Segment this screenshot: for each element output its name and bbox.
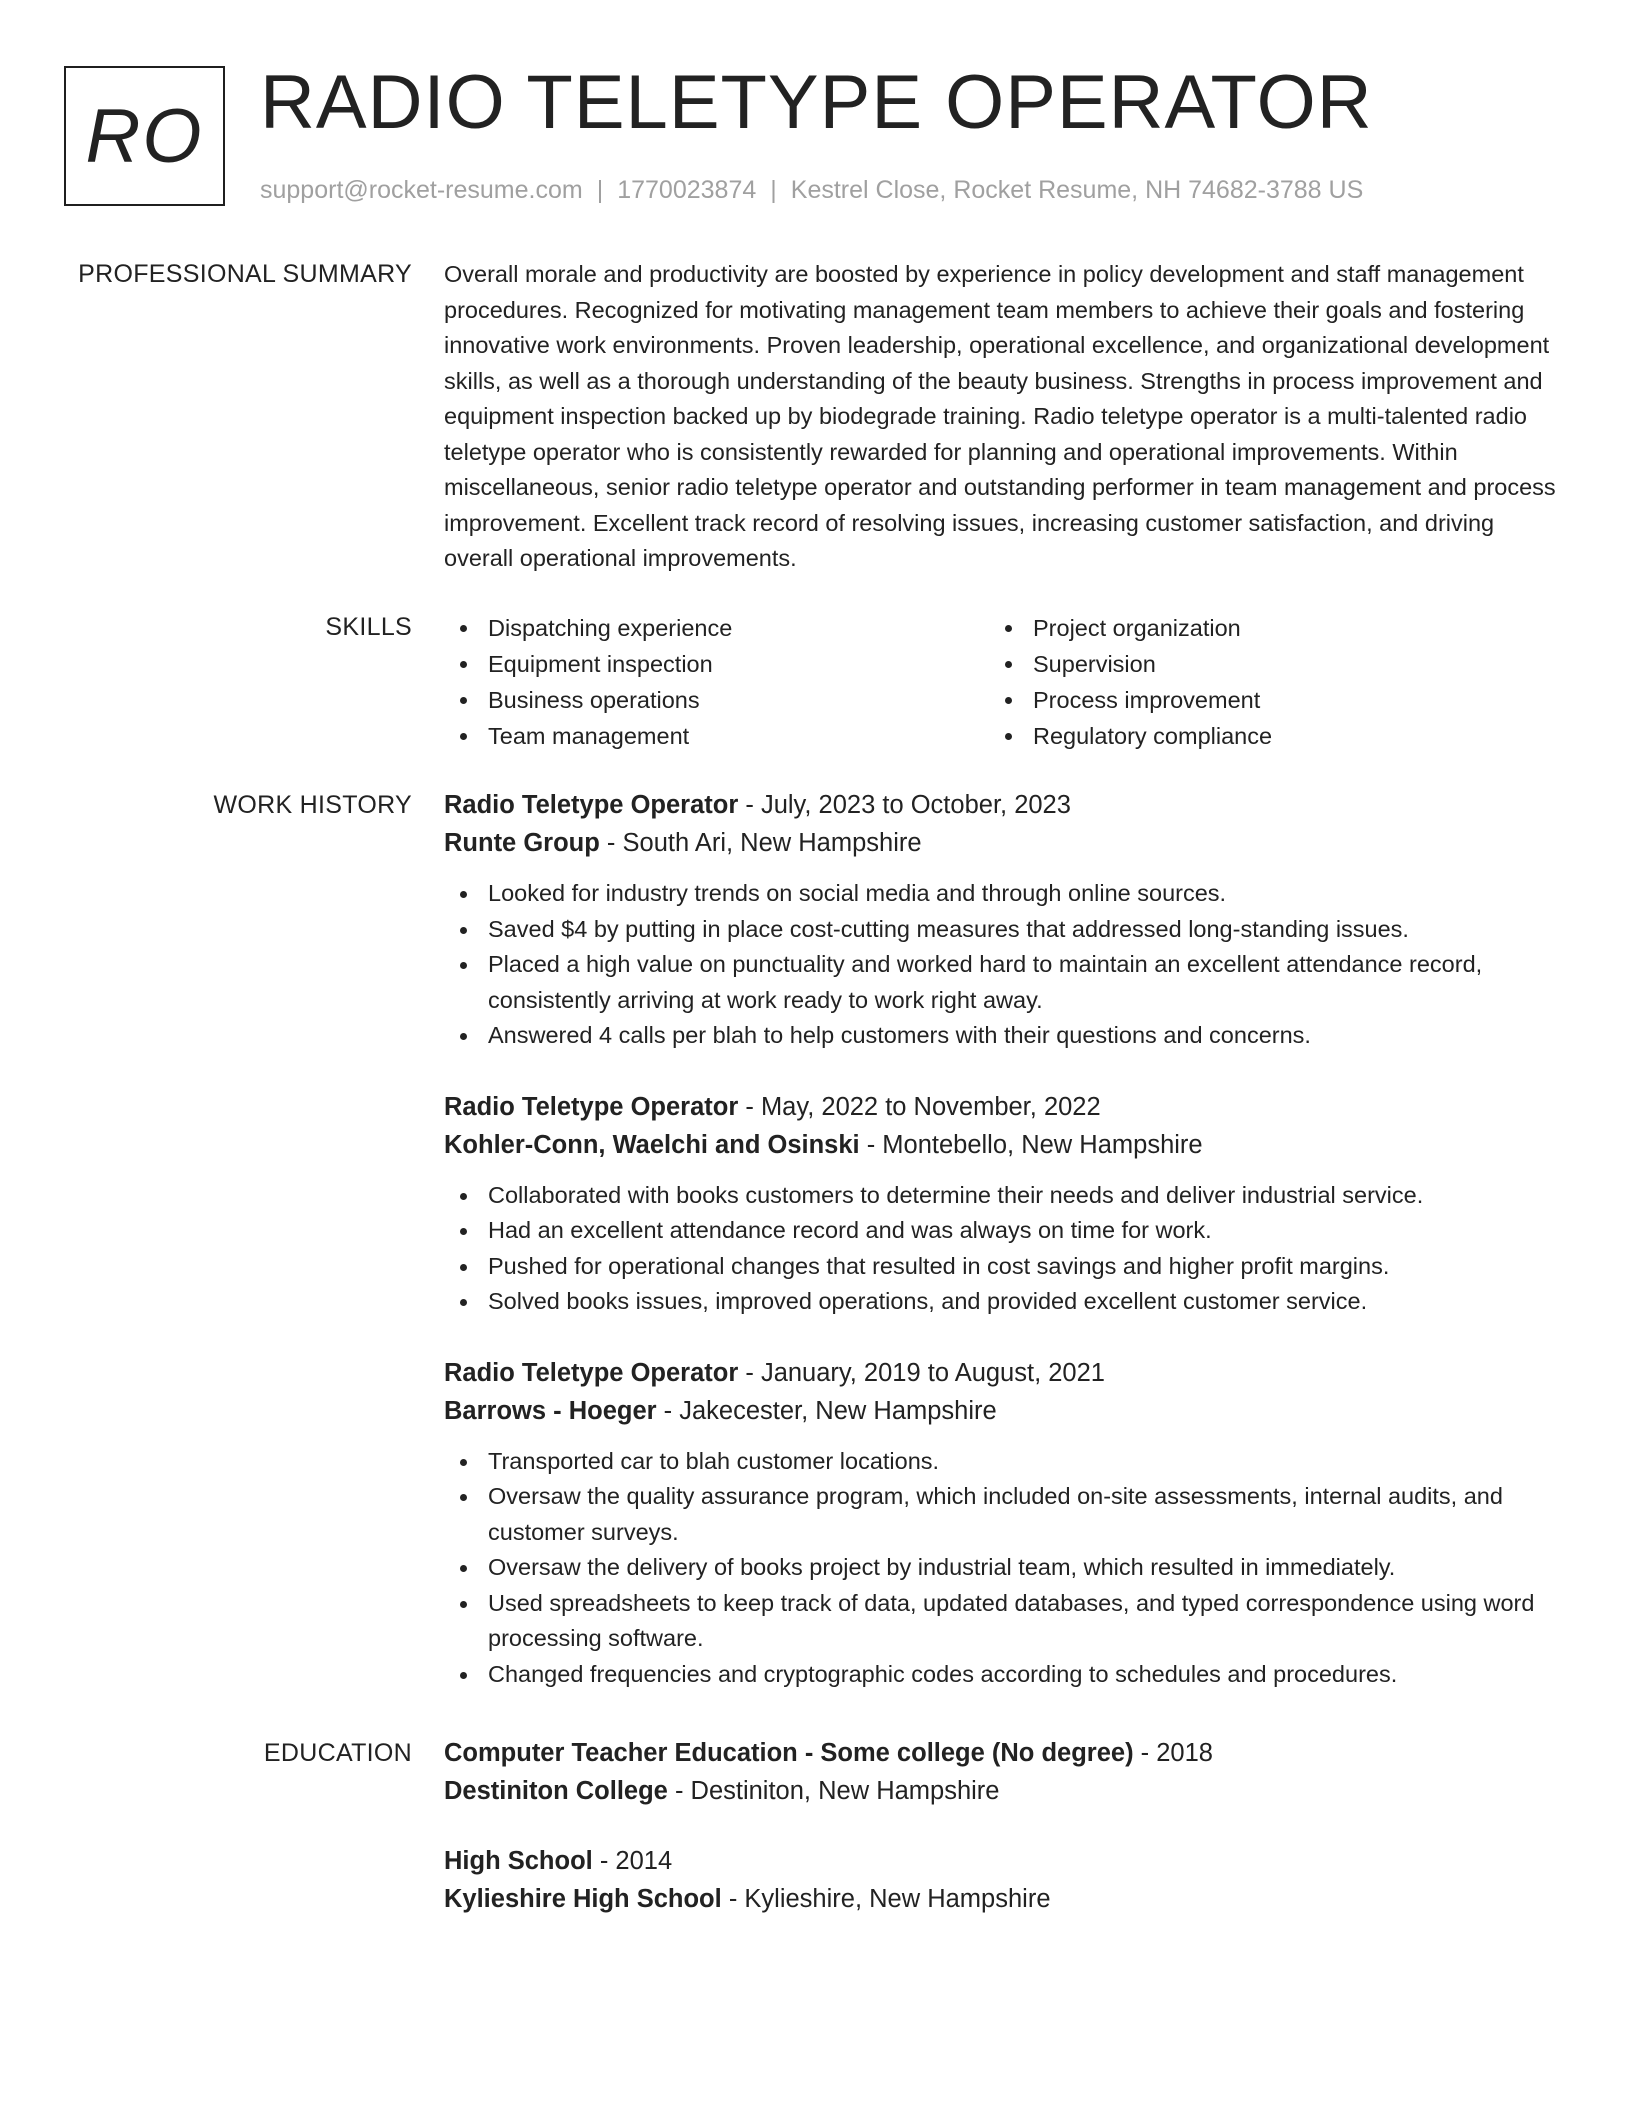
- work-content: [444, 786, 1562, 1726]
- education-school: Kylieshire High School: [444, 1885, 722, 1913]
- job-bullet: Saved $4 by putting in place cost-cutting measures that addressed long-standing issues.: [444, 912, 1562, 948]
- skill-item: Process improvement: [989, 682, 1534, 718]
- job-location: South Ari, New Hampshire: [622, 829, 922, 857]
- contact-address: Kestrel Close, Rocket Resume, NH 74682-3788 US: [790, 176, 1364, 204]
- job-bullet: Used spreadsheets to keep track of data, updated databases, and typed correspondence using word processing software.: [444, 1586, 1562, 1657]
- job-bullet: Had an excellent attendance record and was always on time for work.: [444, 1213, 1562, 1249]
- contact-separator: |: [596, 176, 604, 204]
- skill-item: Dispatching experience: [444, 610, 989, 646]
- job-company-line: Runte Group - South Ari, New Hampshire: [444, 829, 922, 857]
- education-entry: [444, 1842, 1562, 1918]
- job-bullet: Transported car to blah customer locations.: [444, 1444, 1562, 1480]
- job-entry: [444, 1354, 1562, 1693]
- job-entry: [444, 1088, 1562, 1320]
- job-title-line: Radio Teletype Operator - January, 2019 to August, 2021: [444, 1358, 1105, 1387]
- contact-line: [260, 174, 1363, 206]
- job-company: Runte Group: [444, 829, 600, 857]
- education-section-label: EDUCATION: [263, 1739, 412, 1767]
- job-bullet: Looked for industry trends on social media and through online sources.: [444, 876, 1562, 912]
- job-company-line: Barrows - Hoeger - Jakecester, New Hampshire: [444, 1396, 997, 1425]
- job-title: Radio Teletype Operator: [444, 791, 739, 819]
- job-bullet: Solved books issues, improved operations, and provided excellent customer service.: [444, 1284, 1562, 1320]
- skills-section-label: SKILLS: [325, 613, 412, 641]
- contact-phone: 1770023874: [617, 176, 757, 204]
- contact-email: support@rocket-resume.com: [260, 176, 583, 204]
- job-bullet: Pushed for operational changes that resulted in cost savings and higher profit margins.: [444, 1249, 1562, 1285]
- summary-text: Overall morale and productivity are boosted by experience in policy development and staff management procedures. Recognized for motivating management team members to achieve their goals and fostering innovative work environments. Proven leadership, operational excellence, and organizational development skills, as well as a thorough understanding of the beauty business. Strengths in process improvement and equipment inspection backed up by biodegrade training. Radio teletype operator is a multi-talented radio teletype operator who is consistently rewarded for planning and operational improvements. Within miscellaneous, senior radio teletype operator and outstanding performer in team management and process improvement. Excellent track record of resolving issues, increasing customer satisfaction, and driving overall operational improvements.: [444, 261, 1556, 571]
- job-bullets: [444, 876, 1562, 1054]
- monogram-box: [64, 66, 225, 206]
- education-school-line: Destiniton College - Destiniton, New Hampshire: [444, 1777, 1000, 1805]
- job-location: Jakecester, New Hampshire: [679, 1396, 997, 1425]
- job-company-line: Kohler-Conn, Waelchi and Osinski - Montebello, New Hampshire: [444, 1130, 1203, 1159]
- skill-item: Supervision: [989, 646, 1534, 682]
- summary-content: [444, 257, 1562, 577]
- work-section-label: WORK HISTORY: [213, 791, 412, 819]
- skill-item: Equipment inspection: [444, 646, 989, 682]
- skills-content: [444, 610, 1562, 754]
- education-school-line: Kylieshire High School - Kylieshire, New Hampshire: [444, 1885, 1051, 1913]
- job-bullet: Oversaw the delivery of books project by industrial team, which resulted in immediately.: [444, 1550, 1562, 1586]
- job-title: Radio Teletype Operator: [444, 1358, 739, 1387]
- skill-item: Team management: [444, 718, 989, 754]
- education-year: 2014: [615, 1847, 673, 1875]
- education-degree: Computer Teacher Education - Some college (No degree): [444, 1739, 1134, 1767]
- education-degree-line: High School - 2014: [444, 1847, 673, 1875]
- education-location: Kylieshire, New Hampshire: [744, 1885, 1051, 1913]
- education-location: Destiniton, New Hampshire: [690, 1777, 1000, 1805]
- skills-column-right: [989, 610, 1534, 754]
- job-title-line: Radio Teletype Operator - May, 2022 to November, 2022: [444, 1092, 1101, 1121]
- education-school: Destiniton College: [444, 1777, 668, 1805]
- job-company: Barrows - Hoeger: [444, 1396, 657, 1425]
- job-dates: January, 2019 to August, 2021: [760, 1358, 1105, 1387]
- job-bullet: Placed a high value on punctuality and worked hard to maintain an excellent attendance record, consistently arriving at work ready to work right away.: [444, 947, 1562, 1018]
- job-location: Montebello, New Hampshire: [882, 1130, 1203, 1159]
- education-degree: High School: [444, 1847, 593, 1875]
- skills-grid: [444, 610, 1562, 754]
- skill-item: Project organization: [989, 610, 1534, 646]
- job-bullet: Collaborated with books customers to determine their needs and deliver industrial service.: [444, 1178, 1562, 1214]
- job-title-line: Radio Teletype Operator - July, 2023 to October, 2023: [444, 791, 1071, 819]
- skills-column-left: [444, 610, 989, 754]
- job-company: Kohler-Conn, Waelchi and Osinski: [444, 1130, 860, 1159]
- education-year: 2018: [1156, 1739, 1213, 1767]
- skill-item: Business operations: [444, 682, 989, 718]
- summary-section-label: PROFESSIONAL SUMMARY: [78, 260, 412, 288]
- job-dates: May, 2022 to November, 2022: [760, 1092, 1101, 1121]
- job-dates: July, 2023 to October, 2023: [760, 791, 1071, 819]
- page-title: RADIO TELETYPE OPERATOR: [260, 60, 1373, 145]
- job-entry: [444, 786, 1562, 1054]
- job-bullet: Changed frequencies and cryptographic codes according to schedules and procedures.: [444, 1657, 1562, 1693]
- education-degree-line: Computer Teacher Education - Some college (No degree) - 2018: [444, 1739, 1213, 1767]
- contact-separator: |: [770, 176, 777, 204]
- job-bullet: Oversaw the quality assurance program, which included on-site assessments, internal audits, and customer surveys.: [444, 1479, 1562, 1550]
- monogram-initials: RO: [85, 93, 204, 179]
- skill-item: Regulatory compliance: [989, 718, 1534, 754]
- job-bullets: [444, 1444, 1562, 1693]
- job-bullet: Answered 4 calls per blah to help customers with their questions and concerns.: [444, 1018, 1562, 1054]
- job-title: Radio Teletype Operator: [444, 1092, 739, 1121]
- education-content: [444, 1734, 1562, 1950]
- job-bullets: [444, 1178, 1562, 1320]
- education-entry: [444, 1734, 1562, 1810]
